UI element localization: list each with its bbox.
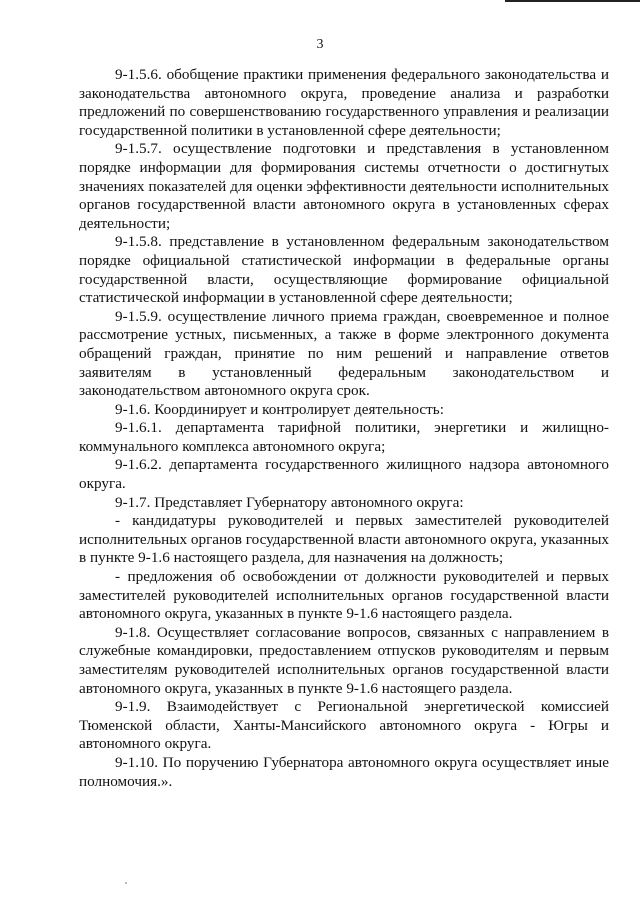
paragraph-9-1-10: 9-1.10. По поручению Губернатора автономного округа осуществляет иные полномочия.». (79, 753, 609, 790)
page-number: 3 (316, 37, 324, 52)
list-item-candidates: - кандидатуры руководителей и первых заместителей руководителей исполнительных органов государственной власти автономного округа, указанных в пункте 9-1.6 настоящего раздела, для назначения на должность; (79, 512, 609, 567)
list-item-dismissal-proposals: - предложения об освобождении от должности руководителей и первых заместителей руководителей исполнительных органов государственной власти автономного округа, указанных в пункте 9-1.6 настоящего раздела. (79, 568, 609, 623)
paragraph-9-1-7: 9-1.7. Представляет Губернатору автономного округа: (115, 493, 464, 511)
scan-speck (125, 882, 127, 884)
document-body (79, 66, 609, 791)
paragraph-9-1-5-9: 9-1.5.9. осуществление личного приема граждан, своевременное и полное рассмотрение устных, письменных, а также в форме электронного документа обращений граждан, принятие по ним решений и направление ответов заявителям в установленный федеральным законодательством и законодательством автономного округа срок. (79, 307, 609, 400)
paragraph-9-1-6-1: 9-1.6.1. департамента тарифной политики, энергетики и жилищно-коммунального комплекса автономного округа; (79, 419, 609, 455)
paragraph-9-1-5-8: 9-1.5.8. представление в установленном федеральным законодательством порядке официальной статистической информации в федеральные органы государственной власти, осуществляющие формирование официальной статистической информации в установленной сфере деятельности; (79, 233, 609, 307)
paragraph-9-1-6: 9-1.6. Координирует и контролирует деятельность: (115, 400, 444, 418)
top-edge-rule (505, 0, 640, 2)
paragraph-9-1-8: 9-1.8. Осуществляет согласование вопросов, связанных с направлением в служебные командировки, предоставлением отпусков руководителям и первым заместителям руководителей исполнительных органов государственной власти автономного округа, указанных в пункте 9-1.6 настоящего раздела. (79, 623, 609, 697)
paragraph-9-1-6-2: 9-1.6.2. департамента государственного жилищного надзора автономного округа. (79, 456, 609, 493)
paragraph-9-1-5-6: 9-1.5.6. обобщение практики применения федерального законодательства и законодательства автономного округа, проведение анализа и разработки предложений по совершенствованию государственного управления и реализации государственной политики в установленной сфере деятельности; (79, 66, 609, 139)
paragraph-9-1-5-7: 9-1.5.7. осуществление подготовки и представления в установленном порядке информации для формирования системы отчетности о достигнутых значениях показателей для оценки эффективности деятельности исполнительных органов государственной власти автономного округа в установленных сферах деятельности; (79, 140, 609, 232)
paragraph-9-1-9: 9-1.9. Взаимодействует с Региональной энергетической комиссией Тюменской области, Ханты-Мансийского автономного округа - Югры и автономного округа. (79, 698, 609, 753)
